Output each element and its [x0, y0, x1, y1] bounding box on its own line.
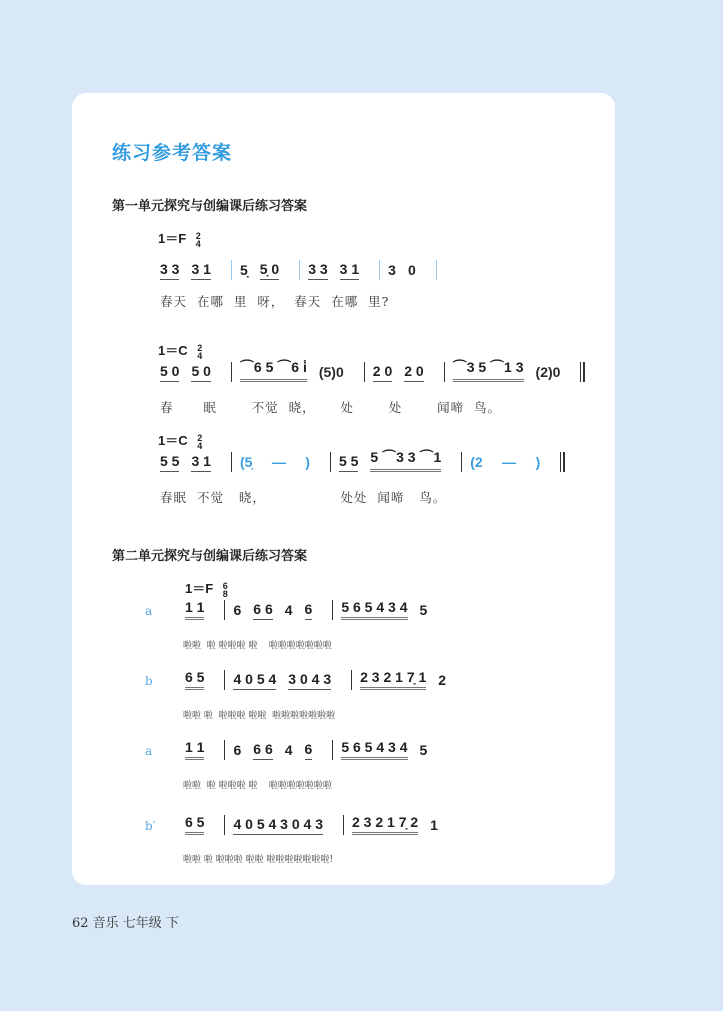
- time-signature: [197, 434, 202, 450]
- notation-line: [185, 815, 450, 835]
- time-bottom: 4: [197, 440, 203, 451]
- bar-line: [231, 260, 232, 280]
- lyrics: 啦啦 啦 啦啦啦 啦啦 啦啦啦啦啦啦啦: [183, 711, 336, 721]
- note-group: 3 1: [340, 261, 359, 280]
- time-signature: [196, 232, 201, 248]
- note-group: 5 0: [191, 363, 210, 382]
- rest-group: (5)0: [318, 364, 344, 380]
- section-heading-2: 第二单元探究与创编课后练习答案: [112, 549, 308, 564]
- note-group: 6 6: [253, 741, 272, 760]
- bar-line: [231, 362, 232, 382]
- lyrics: 啦啦 啦 啦啦啦 啦 啦啦啦啦啦啦啦: [183, 641, 332, 651]
- phrase-label: b: [145, 674, 153, 688]
- bar-line: [436, 260, 437, 280]
- phrase-label: b′: [145, 819, 156, 833]
- notation-line: [160, 260, 445, 280]
- note-group: 3 0 4 3: [288, 671, 331, 690]
- rest-group: (2)0: [535, 364, 561, 380]
- note-group: 1 1: [185, 599, 204, 620]
- time-signature: [223, 582, 228, 598]
- phrase-label: a: [145, 604, 153, 618]
- note-group: 6 6: [253, 601, 272, 620]
- lyrics: 啦啦 啦 啦啦啦 啦啦 啦啦啦啦啦啦啦!: [183, 855, 334, 865]
- note-group: 5 0: [160, 363, 179, 382]
- bar-line: [224, 670, 225, 690]
- note-group: 1: [430, 817, 438, 833]
- note-group: 6: [305, 601, 313, 620]
- notation-line: [185, 670, 458, 690]
- note-group: 2 0: [373, 363, 392, 382]
- note-group: (5̣ — ): [239, 454, 310, 470]
- lyrics: 啦啦 啦 啦啦啦 啦 啦啦啦啦啦啦啦: [183, 781, 332, 791]
- note-group: 3 1: [191, 453, 210, 472]
- time-top: 2: [197, 432, 203, 443]
- time-top: 2: [195, 230, 201, 241]
- note-group: 6 5: [185, 814, 204, 835]
- note-group: 1 1: [185, 739, 204, 760]
- bar-line: [343, 815, 344, 835]
- bar-line: [332, 600, 333, 620]
- final-bar-line: [580, 362, 585, 382]
- time-bottom: 4: [195, 238, 201, 249]
- note-group: 5: [419, 742, 428, 758]
- page-footer: 62 音乐 七年级 下: [72, 916, 179, 931]
- note-group: 4 0 5 4 3 0 4 3: [233, 816, 323, 835]
- time-top: 6: [222, 580, 228, 591]
- time-bottom: 8: [222, 588, 228, 599]
- note-group: 5 ⌒3 3 ⌒1: [370, 447, 441, 472]
- note-group: 6 5: [185, 669, 204, 690]
- bar-line: [351, 670, 352, 690]
- notation-line: [160, 449, 573, 472]
- note-group: 2: [438, 672, 447, 688]
- bar-line: [330, 452, 331, 472]
- lyrics: 春眠 不觉 晓， 处处 闻啼 鸟。: [160, 490, 447, 505]
- note-group: 2 3 2 1 7̣ 1: [360, 669, 426, 690]
- note-group: 5 5: [160, 453, 179, 472]
- lyrics: 春天 在哪 里 呀， 春天 在哪 里?: [160, 294, 390, 309]
- note-group: ⌒3 5 ⌒1 3: [453, 357, 524, 382]
- note-group: 6: [305, 741, 313, 760]
- note-group: 4 0 5 4: [233, 671, 276, 690]
- note-group: 6: [233, 742, 242, 758]
- note-group: 5 5: [339, 453, 358, 472]
- note-group: 3: [388, 262, 396, 278]
- section-heading-1: 第一单元探究与创编课后练习答案: [112, 199, 308, 214]
- bar-line: [461, 452, 462, 472]
- time-bottom: 4: [197, 350, 203, 361]
- note-group: 3 3: [308, 261, 327, 280]
- note-group: 3 3: [160, 261, 179, 280]
- key-text: 1＝F: [185, 581, 214, 596]
- key-signature: [158, 228, 201, 248]
- time-signature: [197, 344, 202, 360]
- note-group: 0: [407, 262, 416, 278]
- note-group: 5̣: [239, 262, 248, 278]
- note-group: 4: [284, 602, 293, 618]
- note-group: 2 0: [404, 363, 423, 382]
- note-group: 6: [233, 602, 242, 618]
- bar-line: [444, 362, 445, 382]
- note-group: 5̣ 0: [260, 261, 279, 280]
- key-signature: [158, 340, 202, 360]
- note-group: (2 — ): [470, 454, 541, 470]
- key-signature: [185, 578, 228, 598]
- lyrics: 春 眠 不觉 晓， 处 处 闻啼 鸟。: [160, 400, 502, 415]
- bar-line: [379, 260, 380, 280]
- note-group: 5: [419, 602, 428, 618]
- notation-line: [160, 359, 593, 382]
- note-group: 4: [284, 742, 293, 758]
- phrase-label: a: [145, 744, 153, 758]
- key-text: 1＝C: [158, 343, 188, 358]
- bar-line: [224, 740, 225, 760]
- key-text: 1＝F: [158, 231, 187, 246]
- final-bar-line: [560, 452, 565, 472]
- note-group: 3 1: [191, 261, 210, 280]
- page-title: 练习参考答案: [112, 142, 233, 164]
- note-group: 5 6 5 4 3 4: [341, 739, 407, 760]
- bar-line: [224, 600, 225, 620]
- notation-line: [185, 600, 439, 620]
- key-signature: [158, 430, 202, 450]
- note-group: ⌒6 5 ⌒6 i̇: [240, 357, 307, 382]
- bar-line: [332, 740, 333, 760]
- bar-line: [364, 362, 365, 382]
- notation-line: [185, 740, 439, 760]
- note-group: 5 6 5 4 3 4: [341, 599, 407, 620]
- bar-line: [231, 452, 232, 472]
- bar-line: [224, 815, 225, 835]
- bar-line: [299, 260, 300, 280]
- time-top: 2: [197, 342, 203, 353]
- key-text: 1＝C: [158, 433, 188, 448]
- note-group: 2 3 2 1 7̣ 2: [352, 814, 418, 835]
